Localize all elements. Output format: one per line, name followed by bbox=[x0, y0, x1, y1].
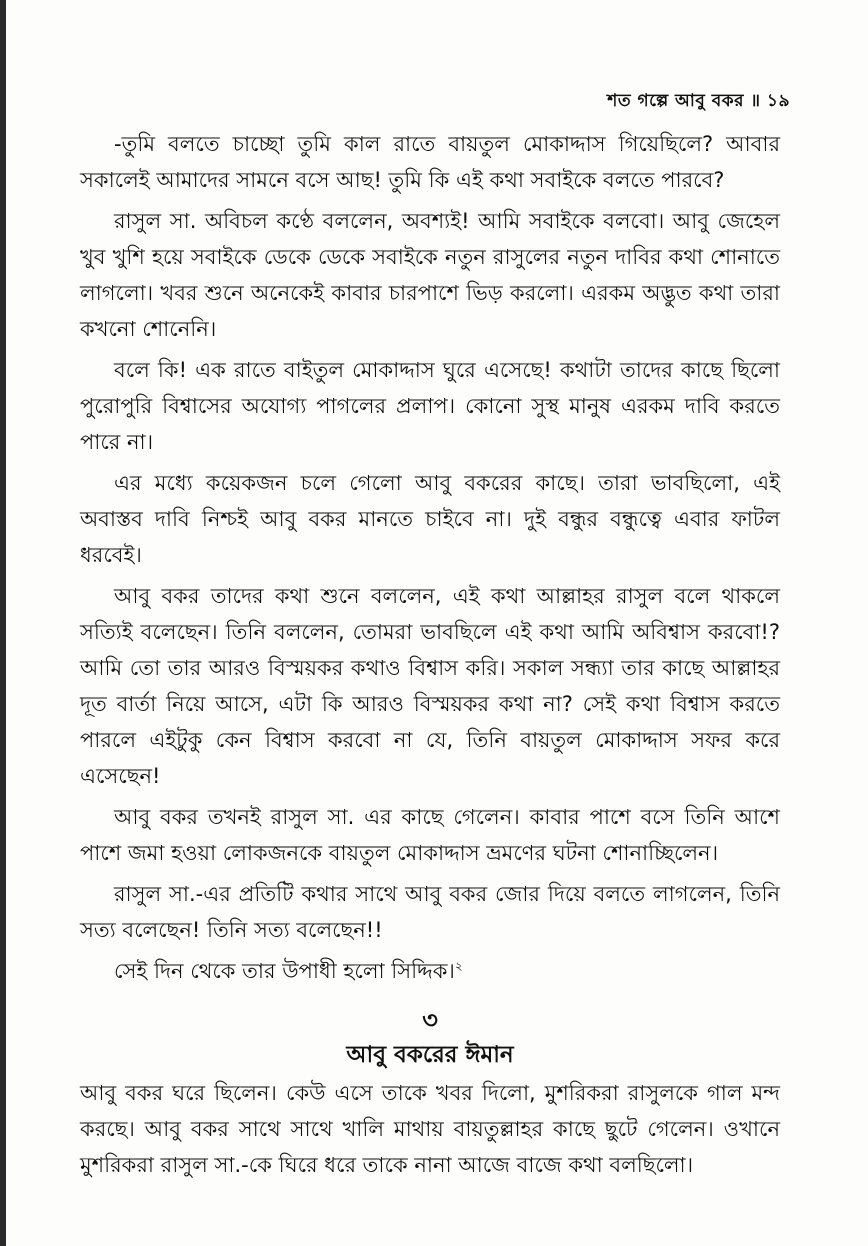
paragraph-1: -তুমি বলতে চাচ্ছো তুমি কাল রাতে বায়তুল মোকাদ্দাস গিয়েছিলে? আবার সকালেই আমাদের সামনে বসে আছ! তুমি কি এই কথা সবাইকে বলতে পারবে? bbox=[80, 132, 780, 192]
section-number: ৩ bbox=[422, 1006, 438, 1034]
footnote-mark: ২ bbox=[454, 959, 463, 973]
paragraph-6: আবু বকর তখনই রাসুল সা. এর কাছে গেলেন। কাবার পাশে বসে তিনি আশে পাশে জমা হওয়া লোকজনকে বায়তুল মোকাদ্দাস ভ্রমণের ঘটনা শোনাচ্ছিলেন। bbox=[80, 805, 780, 865]
paragraph-8 bbox=[80, 953, 780, 989]
paragraph-8-text: সেই দিন থেকে তার উপাধী হলো সিদ্দিক। bbox=[114, 959, 455, 983]
section-paragraph: আবু বকর ঘরে ছিলেন। কেউ এসে তাকে খবর দিলো, মুশরিকরা রাসুলকে গাল মন্দ করছে। আবু বকর সাথে সাথে খালি মাথায় বায়তুল্লাহর কাছে ছুটে গেলেন। ওখানে মুশরিকরা রাসুল সা.-কে ঘিরে ধরে তাকে নানা আজে বাজে কথা বলছিলো। bbox=[80, 1081, 780, 1177]
body-text bbox=[80, 126, 780, 1188]
section-title: আবু বকরের ঈমান bbox=[346, 1042, 514, 1068]
paragraph-5: আবু বকর তাদের কথা শুনে বললেন, এই কথা আল্লাহর রাসুল বলে থাকলে সত্যিই বলেছেন। তিনি বললেন, তোমরা ভাবছিলে এই কথা আমি অবিশ্বাস করবো!? আমি তো তার আরও বিস্ময়কর কথাও বিশ্বাস করি। সকাল সন্ধ্যা তার কাছে আল্লাহর দূত বার্তা নিয়ে আসে, এটা কি আরও বিস্ময়কর কথা না? সেই কথা বিশ্বাস করতে পারলে এইটুকু কেন বিশ্বাস করবো না যে, তিনি বায়তুল মোকাদ্দাস সফর করে এসেছেন! bbox=[80, 584, 780, 788]
paragraph-7: রাসুল সা.-এর প্রতিটি কথার সাথে আবু বকর জোর দিয়ে বলতে লাগলেন, তিনি সত্য বলেছেন! তিনি সত্য বলেছেন!! bbox=[80, 882, 780, 942]
paragraph-2: রাসুল সা. অবিচল কণ্ঠে বললেন, অবশ্যই! আমি সবাইকে বলবো। আবু জেহেল খুব খুশি হয়ে সবাইকে ডেকে ডেকে সবাইকে নতুন রাসুলের নতুন দাবির কথা শোনাতে লাগলো। খবর শুনে অনেকেই কাবার চারপাশে ভিড় করলো। এরকম অদ্ভুত কথা তারা কখনো শোনেনি। bbox=[80, 209, 780, 341]
paragraph-3: বলে কি! এক রাতে বাইতুল মোকাদ্দাস ঘুরে এসেছে! কথাটা তাদের কাছে ছিলো পুরোপুরি বিশ্বাসের অযোগ্য পাগলের প্রলাপ। কোনো সুস্থ মানুষ এরকম দাবি করতে পারে না। bbox=[80, 358, 780, 454]
paragraph-4: এর মধ্যে কয়েকজন চলে গেলো আবু বকরের কাছে। তারা ভাবছিলো, এই অবাস্তব দাবি নিশ্চই আবু বকর মানতে চাইবে না। দুই বন্ধুর বন্ধুত্বে এবার ফাটল ধরবেই। bbox=[80, 471, 780, 567]
running-head: শত গল্পে আবু বকর ॥ ১৯ bbox=[607, 91, 790, 111]
page-binding-edge bbox=[0, 0, 6, 1246]
